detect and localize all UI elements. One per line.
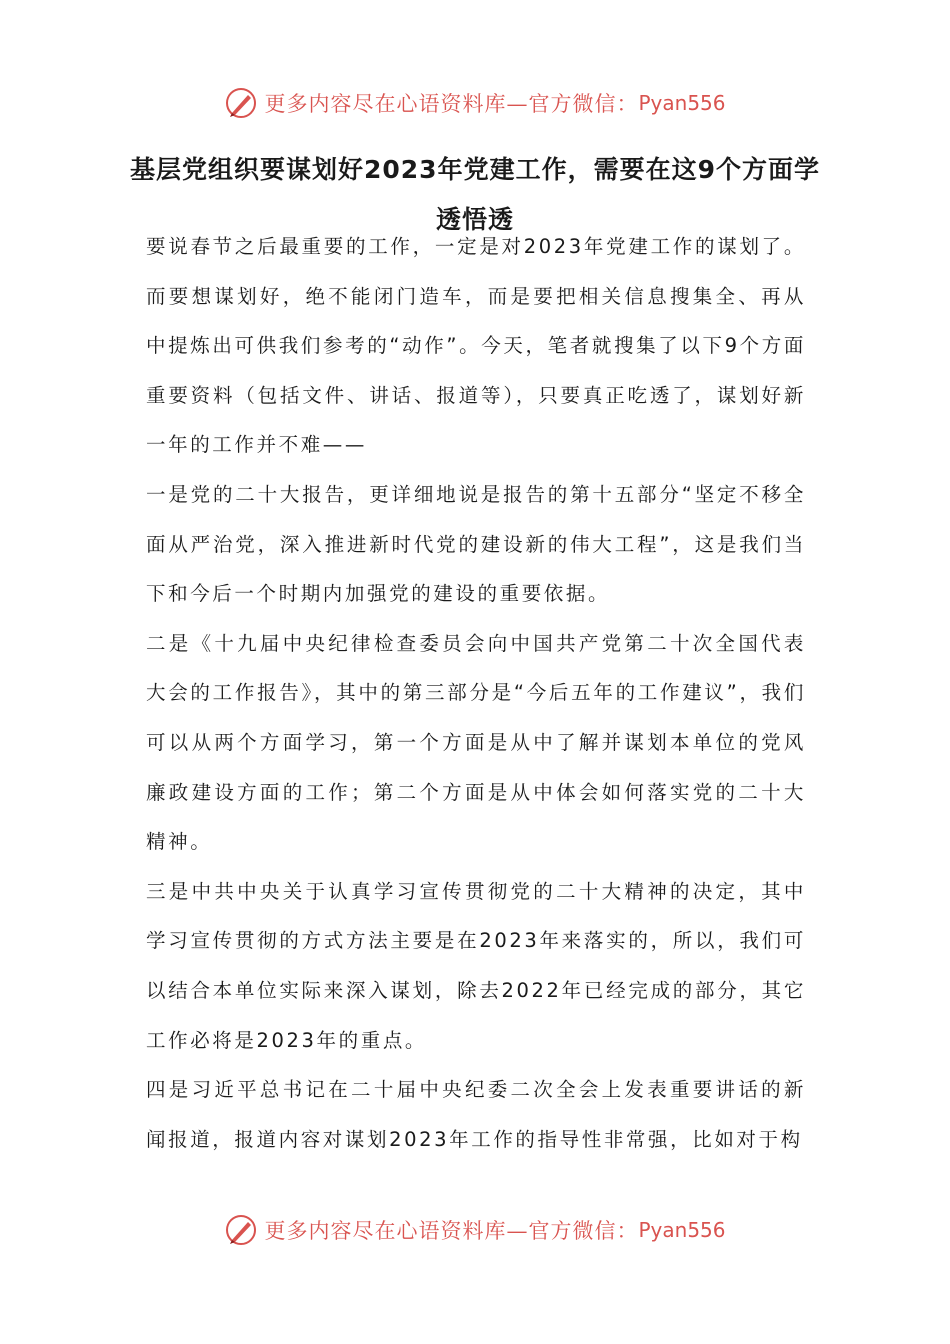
paragraph-intro: 要说春节之后最重要的工作，一定是对2023年党建工作的谋划了。而要想谋划好，绝不能闭门造车，而是要把相关信息搜集全、再从中提炼出可供我们参考的“动作”。今天，笔者就搜集了以下9个方面重要资料（包括文件、讲话、报道等），只要真正吃透了，谋划好新一年的工作并不难—— bbox=[146, 235, 806, 457]
watermark-header bbox=[0, 83, 950, 123]
pen-logo-icon bbox=[224, 1213, 258, 1247]
watermark-text: 更多内容尽在心语资料库—官方微信： bbox=[264, 1219, 639, 1243]
watermark-text: 更多内容尽在心语资料库—官方微信： bbox=[264, 92, 639, 116]
pen-logo-icon bbox=[224, 86, 258, 120]
paragraph-item-2: 二是《十九届中央纪律检查委员会向中国共产党第二十次全国代表大会的工作报告》，其中的第三部分是“今后五年的工作建议”，我们可以从两个方面学习，第一个方面是从中了解并谋划本单位的党风廉政建设方面的工作；第二个方面是从中体会如何落实党的二十大精神。 bbox=[146, 631, 806, 854]
document-body bbox=[146, 222, 806, 1164]
watermark-wechat-id: Pyan556 bbox=[638, 91, 726, 115]
watermark-footer bbox=[0, 1210, 950, 1250]
document-title: 基层党组织要谋划好2023年党建工作，需要在这9个方面学透悟透 bbox=[130, 155, 820, 234]
watermark-wechat-id: Pyan556 bbox=[638, 1218, 726, 1242]
paragraph-item-4: 四是习近平总书记在二十届中央纪委二次全会上发表重要讲话的新闻报道，报道内容对谋划2023年工作的指导性非常强，比如对于构 bbox=[146, 1078, 806, 1151]
paragraph-item-3: 三是中共中央关于认真学习宣传贯彻党的二十大精神的决定，其中学习宣传贯彻的方式方法主要是在2023年来落实的，所以，我们可以结合本单位实际来深入谋划，除去2022年已经完成的部分，其它工作必将是2023年的重点。 bbox=[146, 879, 806, 1052]
paragraph-item-1: 一是党的二十大报告，更详细地说是报告的第十五部分“坚定不移全面从严治党，深入推进新时代党的建设新的伟大工程”，这是我们当下和今后一个时期内加强党的建设的重要依据。 bbox=[146, 482, 806, 606]
